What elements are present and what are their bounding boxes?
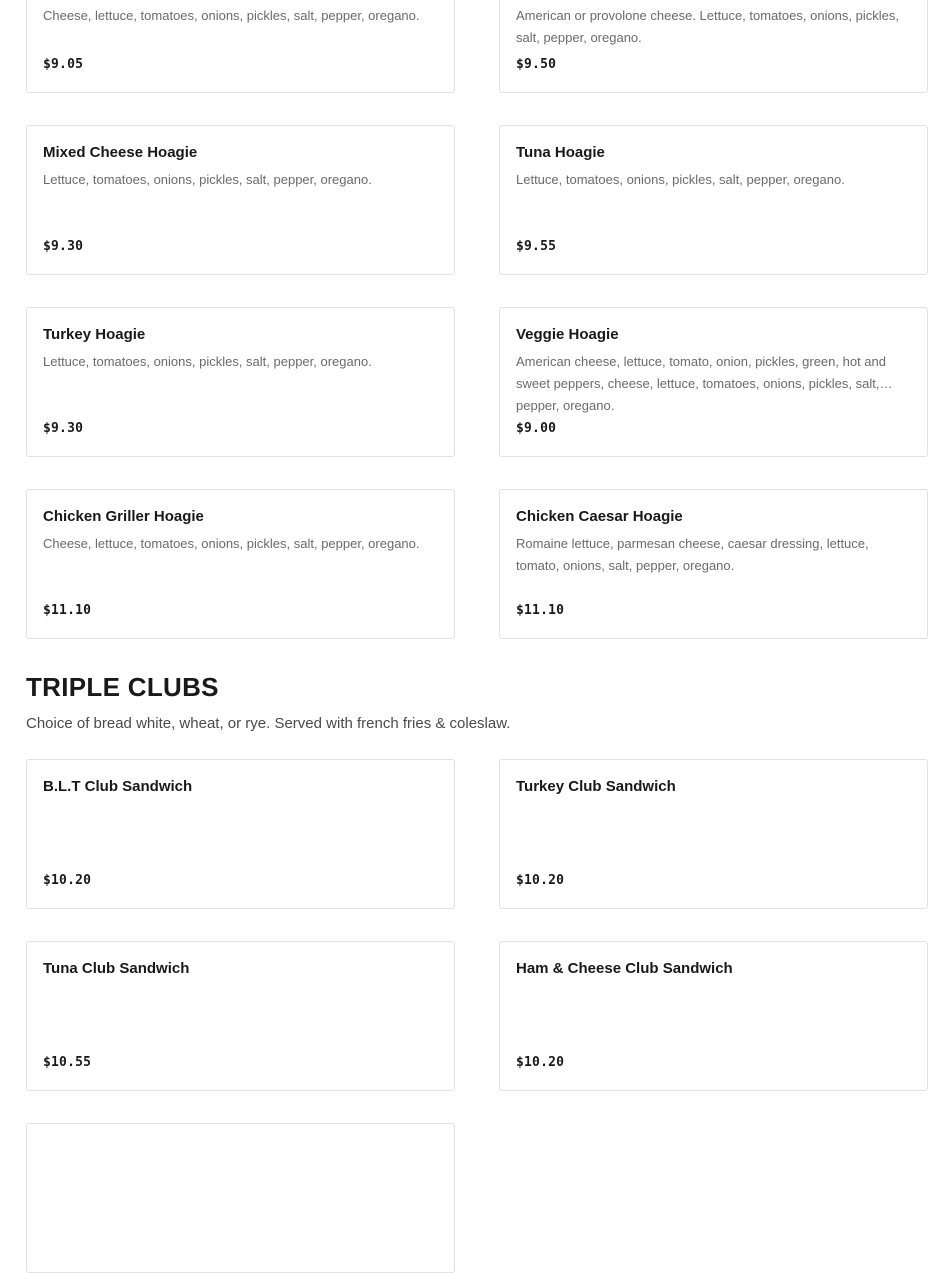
menu-item-name: Turkey Club Sandwich (516, 778, 676, 795)
menu-item-card[interactable] (26, 125, 455, 275)
menu-grid-triple-clubs (26, 759, 928, 1273)
section-subtitle: Choice of bread white, wheat, or rye. Served with french fries & coleslaw. (26, 715, 511, 732)
menu-item-description: Cheese, lettuce, tomatoes, onions, pickles, salt, pepper, oregano. (43, 8, 420, 23)
menu-item-price: $11.10 (516, 603, 565, 618)
menu-item-card[interactable] (499, 759, 928, 909)
menu-item-price: $9.30 (43, 239, 84, 254)
menu-item-price: $10.20 (516, 1055, 565, 1070)
menu-item-name: B.L.T Club Sandwich (43, 778, 193, 795)
menu-item-price: $10.20 (43, 873, 92, 888)
menu-item-price: $10.20 (516, 873, 565, 888)
menu-item-card[interactable] (26, 307, 455, 457)
menu-item-price: $9.55 (516, 239, 557, 254)
menu-item-description: Romaine lettuce, parmesan cheese, caesar dressing, lettuce, tomato, onions, salt, pepper, oregano. (516, 536, 869, 573)
menu-item-price: $10.55 (43, 1055, 92, 1070)
menu-item-card[interactable] (26, 489, 455, 639)
menu-item-name: Ham & Cheese Club Sandwich (516, 960, 733, 977)
menu-grid-top (26, 0, 928, 93)
menu-item-card[interactable] (26, 759, 455, 909)
menu-grid-hoagies (26, 125, 928, 639)
menu-item-name: Veggie Hoagie (516, 326, 619, 343)
menu-item-card[interactable] (26, 1123, 455, 1273)
menu-item-price: $9.30 (43, 421, 84, 436)
menu-item-name: Tuna Club Sandwich (43, 960, 190, 977)
menu-item-name: Chicken Griller Hoagie (43, 508, 204, 525)
menu-item-name: Mixed Cheese Hoagie (43, 144, 198, 161)
menu-item-description: American cheese, lettuce, tomato, onion, pickles, green, hot and sweet peppers, cheese, lettuce, tomatoes, onions, pickles, salt, pepper, oregano. (516, 354, 886, 413)
menu-item-description: American or provolone cheese. Lettuce, tomatoes, onions, pickles, salt, pepper, oregano. (516, 8, 899, 45)
menu-item-card[interactable] (26, 941, 455, 1091)
menu-item-price: $9.50 (516, 57, 557, 72)
menu-item-name: Tuna Hoagie (516, 144, 605, 161)
menu-item-name: Chicken Caesar Hoagie (516, 508, 683, 525)
menu-item-price: $11.10 (43, 603, 92, 618)
menu-item-card[interactable] (499, 0, 928, 93)
menu-item-card[interactable] (499, 125, 928, 275)
menu-item-description: Lettuce, tomatoes, onions, pickles, salt, pepper, oregano. (43, 172, 372, 187)
menu-item-description: Cheese, lettuce, tomatoes, onions, pickles, salt, pepper, oregano. (43, 536, 420, 551)
section-title: TRIPLE CLUBS (26, 672, 219, 702)
menu-item-card[interactable] (26, 0, 455, 93)
menu-item-description: Lettuce, tomatoes, onions, pickles, salt, pepper, oregano. (43, 354, 372, 369)
menu-item-price: $9.00 (516, 421, 557, 436)
menu-item-name: Turkey Hoagie (43, 326, 146, 343)
menu-item-card[interactable] (499, 941, 928, 1091)
menu-item-price: $9.05 (43, 57, 84, 72)
menu-item-description: Lettuce, tomatoes, onions, pickles, salt, pepper, oregano. (516, 172, 845, 187)
menu-item-card[interactable] (499, 307, 928, 457)
menu-item-card[interactable] (499, 489, 928, 639)
